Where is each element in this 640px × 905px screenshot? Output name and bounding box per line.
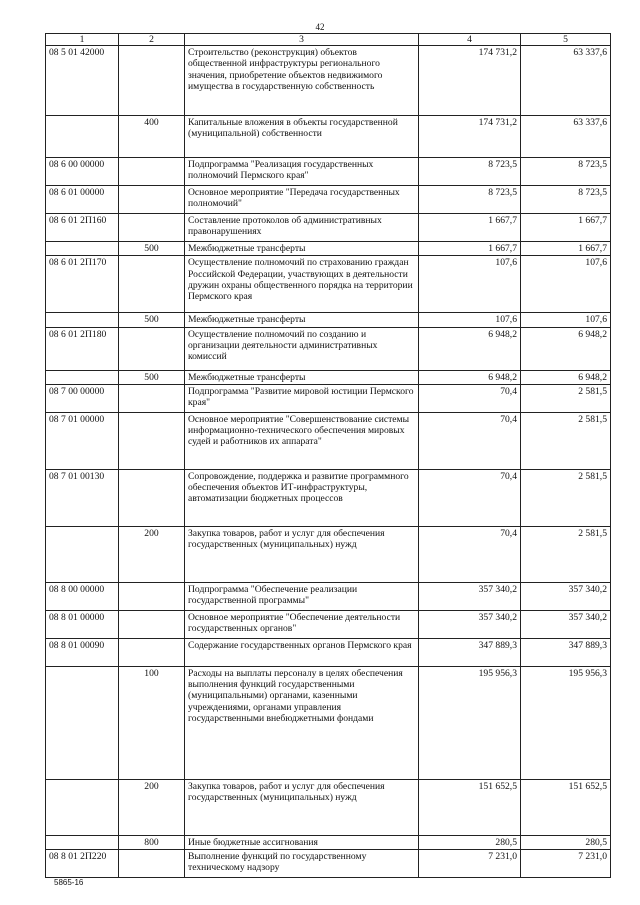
table-row bbox=[46, 779, 611, 835]
column-header-3: 3 bbox=[185, 34, 419, 46]
code-cell: 08 6 01 2П160 bbox=[46, 214, 119, 242]
amount-cell-2017: 6 948,2 bbox=[419, 327, 521, 370]
column-header-5: 5 bbox=[521, 34, 611, 46]
amount-cell-2018: 151 652,5 bbox=[521, 779, 611, 835]
amount-cell-2017: 280,5 bbox=[419, 835, 521, 849]
amount-cell-2017: 174 731,2 bbox=[419, 46, 521, 116]
amount-cell-2018: 347 889,3 bbox=[521, 638, 611, 666]
code-cell: 08 7 01 00130 bbox=[46, 469, 119, 526]
expense-type-cell: 200 bbox=[119, 526, 185, 582]
amount-cell-2017: 8 723,5 bbox=[419, 158, 521, 186]
amount-cell-2018: 357 340,2 bbox=[521, 582, 611, 610]
table-row bbox=[46, 256, 611, 313]
expense-type-cell bbox=[119, 327, 185, 370]
code-cell bbox=[46, 526, 119, 582]
amount-cell-2017: 151 652,5 bbox=[419, 779, 521, 835]
amount-cell-2017: 70,4 bbox=[419, 469, 521, 526]
expense-type-cell bbox=[119, 582, 185, 610]
expense-type-cell bbox=[119, 46, 185, 116]
name-cell: Межбюджетные трансферты bbox=[185, 242, 419, 256]
code-cell bbox=[46, 370, 119, 384]
code-cell: 08 6 00 00000 bbox=[46, 158, 119, 186]
amount-cell-2017: 1 667,7 bbox=[419, 214, 521, 242]
code-cell: 08 7 01 00000 bbox=[46, 412, 119, 469]
name-cell: Выполнение функций по государственному техническому надзору bbox=[185, 850, 419, 878]
page-number: 42 bbox=[315, 22, 325, 32]
code-cell bbox=[46, 666, 119, 779]
name-cell: Основное мероприятие "Обеспечение деятельности государственных органов" bbox=[185, 610, 419, 638]
expense-type-cell: 500 bbox=[119, 242, 185, 256]
column-header-1: 1 bbox=[46, 34, 119, 46]
expense-type-cell: 500 bbox=[119, 313, 185, 327]
amount-cell-2017: 195 956,3 bbox=[419, 666, 521, 779]
expense-type-cell bbox=[119, 256, 185, 313]
name-cell: Содержание государственных органов Пермского края bbox=[185, 638, 419, 666]
name-cell: Межбюджетные трансферты bbox=[185, 313, 419, 327]
amount-cell-2018: 8 723,5 bbox=[521, 158, 611, 186]
code-cell: 08 8 01 00000 bbox=[46, 610, 119, 638]
amount-cell-2017: 70,4 bbox=[419, 384, 521, 412]
code-cell bbox=[46, 835, 119, 849]
name-cell: Осуществление полномочий по страхованию граждан Российской Федерации, участвующих в деятельности дружин охраны общественного порядка на территории Пермского края bbox=[185, 256, 419, 313]
expense-type-cell bbox=[119, 214, 185, 242]
footer-code: 5865-16 bbox=[54, 878, 84, 887]
table-row bbox=[46, 412, 611, 469]
table-row bbox=[46, 469, 611, 526]
code-cell: 08 8 00 00000 bbox=[46, 582, 119, 610]
expense-type-cell bbox=[119, 850, 185, 878]
name-cell: Основное мероприятие "Передача государственных полномочий" bbox=[185, 186, 419, 214]
table-row bbox=[46, 638, 611, 666]
expense-type-cell bbox=[119, 469, 185, 526]
amount-cell-2018: 6 948,2 bbox=[521, 370, 611, 384]
amount-cell-2017: 107,6 bbox=[419, 313, 521, 327]
code-cell bbox=[46, 313, 119, 327]
name-cell: Расходы на выплаты персоналу в целях обеспечения выполнения функций государственными (муниципальными) органами, казенными учреждениями, органами управления государственными внебюджетными фондами bbox=[185, 666, 419, 779]
name-cell: Иные бюджетные ассигнования bbox=[185, 835, 419, 849]
code-cell: 08 7 00 00000 bbox=[46, 384, 119, 412]
table-row bbox=[46, 242, 611, 256]
expense-type-cell: 500 bbox=[119, 370, 185, 384]
name-cell: Закупка товаров, работ и услуг для обеспечения государственных (муниципальных) нужд bbox=[185, 526, 419, 582]
amount-cell-2017: 357 340,2 bbox=[419, 582, 521, 610]
table-row bbox=[46, 666, 611, 779]
expense-type-cell bbox=[119, 610, 185, 638]
name-cell: Основное мероприятие "Совершенствование системы информационно-технического обеспечения мировых судей и работников их аппарата" bbox=[185, 412, 419, 469]
table-row bbox=[46, 835, 611, 849]
amount-cell-2017: 1 667,7 bbox=[419, 242, 521, 256]
amount-cell-2018: 107,6 bbox=[521, 256, 611, 313]
table-row bbox=[46, 214, 611, 242]
table-row bbox=[46, 384, 611, 412]
table-header-row bbox=[46, 34, 611, 46]
expense-type-cell: 800 bbox=[119, 835, 185, 849]
expense-type-cell bbox=[119, 186, 185, 214]
amount-cell-2017: 7 231,0 bbox=[419, 850, 521, 878]
code-cell: 08 8 01 00090 bbox=[46, 638, 119, 666]
name-cell: Сопровождение, поддержка и развитие программного обеспечения объектов ИТ-инфраструктуры, автоматизации бюджетных процессов bbox=[185, 469, 419, 526]
amount-cell-2017: 357 340,2 bbox=[419, 610, 521, 638]
amount-cell-2018: 7 231,0 bbox=[521, 850, 611, 878]
amount-cell-2018: 2 581,5 bbox=[521, 469, 611, 526]
amount-cell-2018: 195 956,3 bbox=[521, 666, 611, 779]
amount-cell-2017: 70,4 bbox=[419, 526, 521, 582]
name-cell: Подпрограмма "Развитие мировой юстиции Пермского края" bbox=[185, 384, 419, 412]
amount-cell-2017: 6 948,2 bbox=[419, 370, 521, 384]
amount-cell-2018: 6 948,2 bbox=[521, 327, 611, 370]
expense-type-cell: 100 bbox=[119, 666, 185, 779]
name-cell: Капитальные вложения в объекты государственной (муниципальной) собственности bbox=[185, 116, 419, 158]
amount-cell-2018: 1 667,7 bbox=[521, 242, 611, 256]
code-cell bbox=[46, 242, 119, 256]
expense-type-cell bbox=[119, 412, 185, 469]
amount-cell-2018: 2 581,5 bbox=[521, 412, 611, 469]
code-cell: 08 5 01 42000 bbox=[46, 46, 119, 116]
expense-type-cell: 400 bbox=[119, 116, 185, 158]
amount-cell-2018: 357 340,2 bbox=[521, 610, 611, 638]
name-cell: Строительство (реконструкция) объектов общественной инфраструктуры регионального значения, приобретение объектов недвижимого имущества в государственную собственность bbox=[185, 46, 419, 116]
table-row bbox=[46, 46, 611, 116]
amount-cell-2018: 1 667,7 bbox=[521, 214, 611, 242]
column-header-4: 4 bbox=[419, 34, 521, 46]
amount-cell-2018: 2 581,5 bbox=[521, 526, 611, 582]
table-body bbox=[46, 46, 611, 878]
table-row bbox=[46, 370, 611, 384]
expense-type-cell bbox=[119, 384, 185, 412]
amount-cell-2018: 280,5 bbox=[521, 835, 611, 849]
name-cell: Межбюджетные трансферты bbox=[185, 370, 419, 384]
name-cell: Составление протоколов об административных правонарушениях bbox=[185, 214, 419, 242]
table-row bbox=[46, 850, 611, 878]
name-cell: Осуществление полномочий по созданию и организации деятельности административных комиссий bbox=[185, 327, 419, 370]
expense-type-cell bbox=[119, 158, 185, 186]
name-cell: Закупка товаров, работ и услуг для обеспечения государственных (муниципальных) нужд bbox=[185, 779, 419, 835]
code-cell: 08 6 01 2П180 bbox=[46, 327, 119, 370]
column-header-2: 2 bbox=[119, 34, 185, 46]
amount-cell-2018: 63 337,6 bbox=[521, 46, 611, 116]
amount-cell-2017: 70,4 bbox=[419, 412, 521, 469]
code-cell: 08 6 01 2П170 bbox=[46, 256, 119, 313]
amount-cell-2018: 107,6 bbox=[521, 313, 611, 327]
table-row bbox=[46, 526, 611, 582]
amount-cell-2018: 2 581,5 bbox=[521, 384, 611, 412]
amount-cell-2017: 107,6 bbox=[419, 256, 521, 313]
amount-cell-2017: 8 723,5 bbox=[419, 186, 521, 214]
table-row bbox=[46, 610, 611, 638]
table-row bbox=[46, 582, 611, 610]
expense-type-cell bbox=[119, 638, 185, 666]
code-cell: 08 6 01 00000 bbox=[46, 186, 119, 214]
amount-cell-2018: 63 337,6 bbox=[521, 116, 611, 158]
amount-cell-2017: 174 731,2 bbox=[419, 116, 521, 158]
code-cell bbox=[46, 116, 119, 158]
amount-cell-2018: 8 723,5 bbox=[521, 186, 611, 214]
code-cell: 08 8 01 2П220 bbox=[46, 850, 119, 878]
name-cell: Подпрограмма "Реализация государственных полномочий Пермского края" bbox=[185, 158, 419, 186]
code-cell bbox=[46, 779, 119, 835]
budget-table bbox=[45, 33, 611, 878]
table-row bbox=[46, 158, 611, 186]
expense-type-cell: 200 bbox=[119, 779, 185, 835]
table-row bbox=[46, 327, 611, 370]
table-row bbox=[46, 186, 611, 214]
amount-cell-2017: 347 889,3 bbox=[419, 638, 521, 666]
table-row bbox=[46, 313, 611, 327]
table-row bbox=[46, 116, 611, 158]
name-cell: Подпрограмма "Обеспечение реализации государственной программы" bbox=[185, 582, 419, 610]
